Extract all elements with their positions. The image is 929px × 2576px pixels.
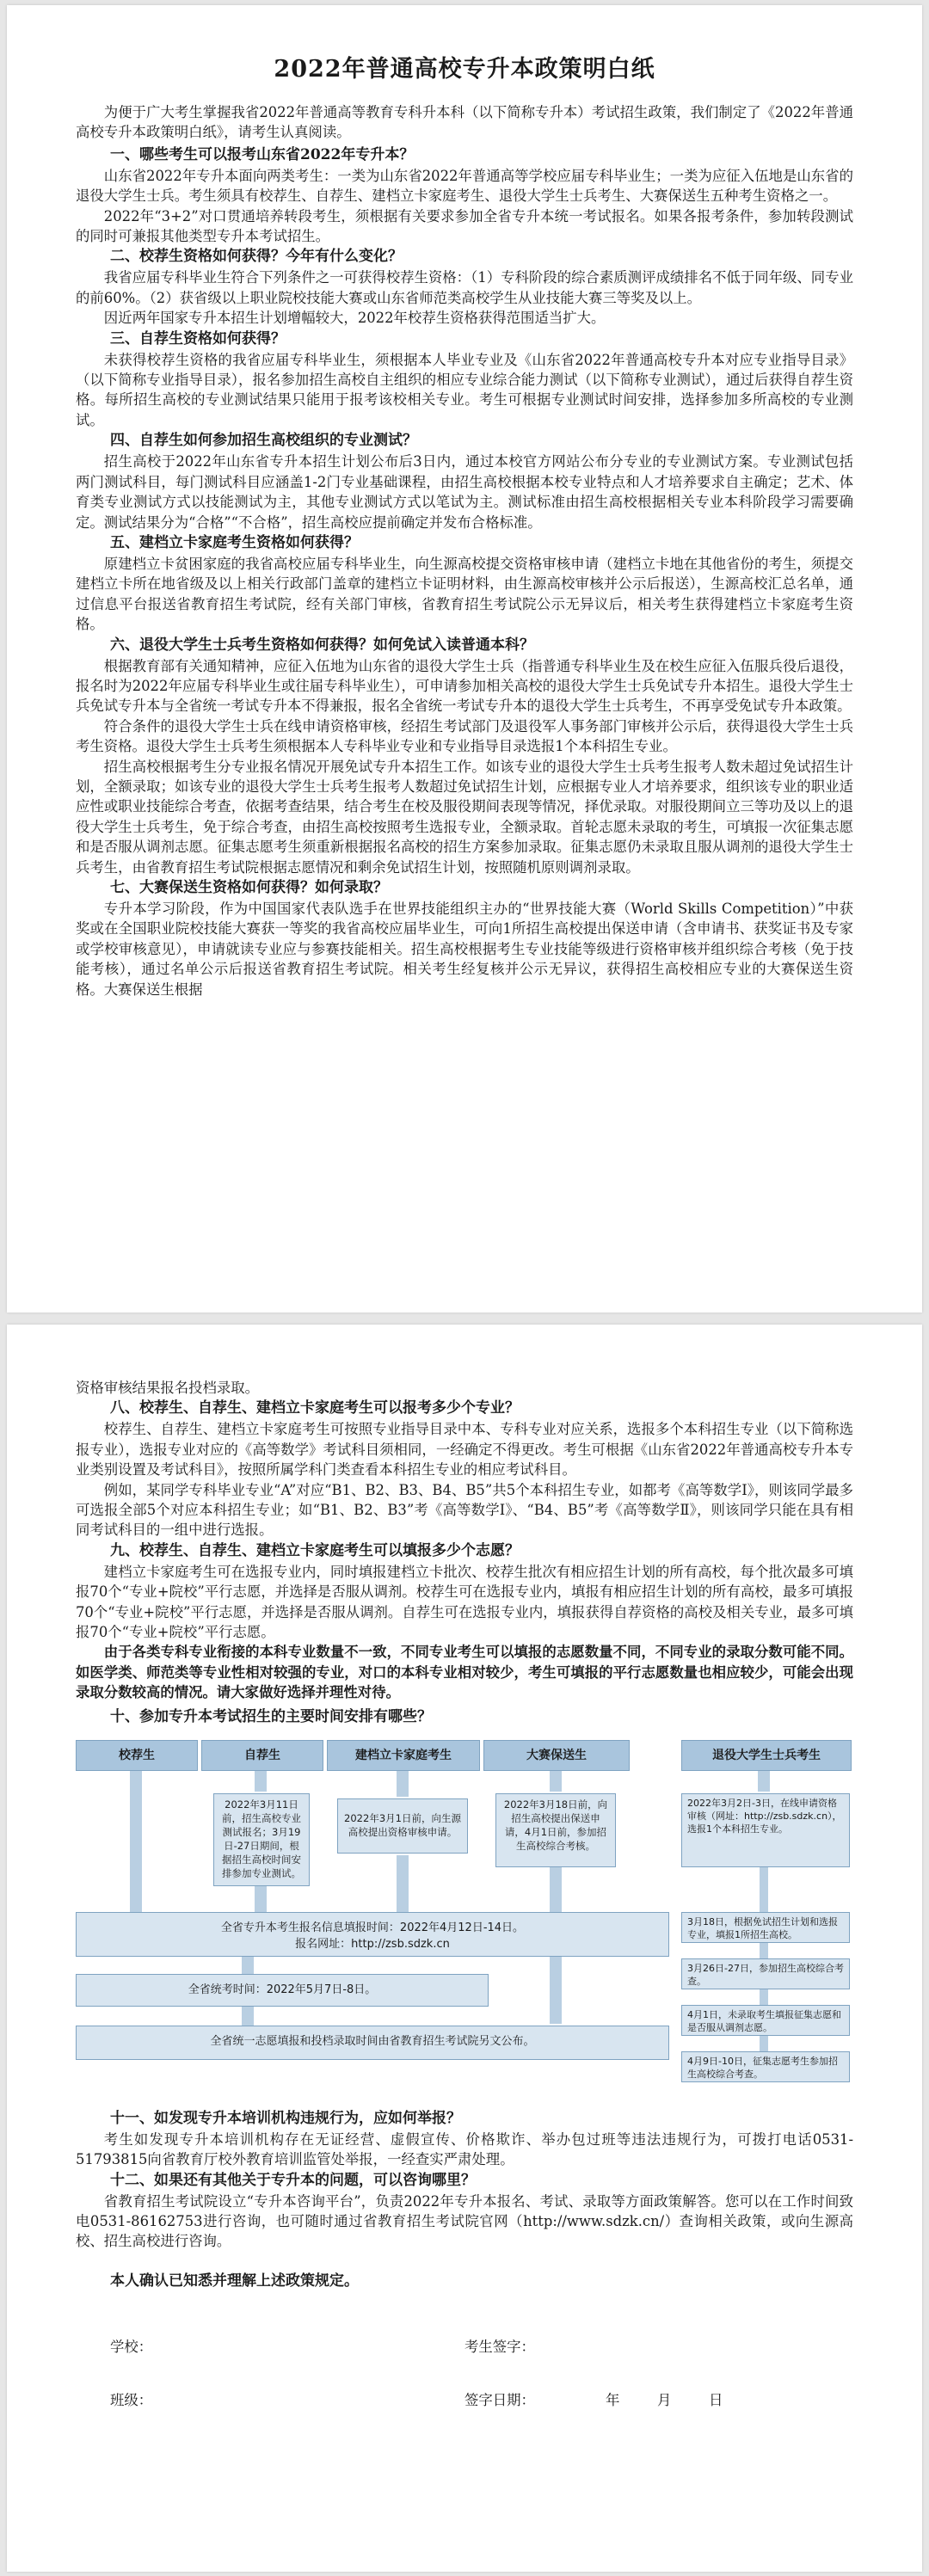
section-10-heading: 十、参加专升本考试招生的主要时间安排有哪些？ <box>110 1707 432 1725</box>
box-jiandang-schedule: 2022年3月1日前，向生源高校提出资格审核申请。 <box>337 1798 468 1854</box>
sign-date-label: 签字日期： <box>464 2391 535 2408</box>
signature-block <box>76 2318 853 2447</box>
section-8-paragraph-1: 校荐生、自荐生、建档立卡家庭考生可按照专业指导目录中本、专科专业对应关系，选报多个本科招生专业（以下简称选报专业），选报专业对应的《高等数学》考试科目须相同，一经确定不得更改。考生可根据《山东省2022年普通高校专升本专业类别设置及考试科目》，按照所属学科门类查看本科招生专业的相应考试科目。 <box>76 1421 853 1479</box>
section-6-paragraph-1: 根据教育部有关通知精神，应征入伍地为山东省的退役大学生士兵（指普通专科毕业生及在校生应征入伍服兵役后退役，报名时为2022年应届专科毕业生或往届专科毕业生），可申请参加相关高校的退役大学生士兵免试专升本招生。退役大学生士兵免试专升本与全省统一考试专升本不得兼报，报名全省统一考试专升本的退役大学生士兵考生，不再享受免试专升本政策。 <box>76 657 853 715</box>
section-3-heading: 三、自荐生资格如何获得？ <box>110 329 286 347</box>
section-11-paragraph-1: 考生如发现专升本培训机构存在无证经营、虚假宣传、价格欺诈、举办包过班等违法违规行为，可拨打电话0531-51793815向省教育厅校外教育培训监管处举报，一经查实严肃处理。 <box>76 2130 853 2168</box>
school-label: 学校： <box>110 2338 153 2355</box>
column-head-dasai: 大赛保送生 <box>483 1740 630 1771</box>
section-7-paragraph-continued: 资格审核结果报名投档录取。 <box>76 1380 260 1396</box>
date-month: 月 <box>657 2391 672 2408</box>
box-zijian-schedule: 2022年3月11日前，招生高校专业测试报名；3月19日-27日期间，根据招生高校时间安排参加专业测试。 <box>213 1793 310 1886</box>
section-8-heading: 八、校荐生、自荐生、建档立卡家庭考生可以报考多少个专业？ <box>110 1399 520 1417</box>
section-5-paragraph-1: 原建档立卡贫困家庭的我省高校应届专科毕业生，向生源高校提交资格审核申请（建档立卡地在其他省份的考生，须提交建档立卡所在地省级及以上相关行政部门盖章的建档立卡证明材料，由生源高校审核并公示后报送），生源高校汇总名单，通过信息平台报送省教育招生考试院，经有关部门审核，省教育招生考试院公示无异议后，相关考生获得建档立卡家庭考生资格。 <box>76 555 853 633</box>
box-dasai-schedule: 2022年3月18日前，向招生高校提出保送申请，4月1日前，参加招生高校综合考核。 <box>495 1793 616 1867</box>
document-page-2 <box>7 1325 922 2572</box>
column-head-zijian: 自荐生 <box>201 1740 323 1771</box>
section-1-heading: 一、哪些考生可以报考山东省2022年专升本？ <box>110 145 415 163</box>
page-1-content <box>76 50 853 999</box>
box-registration <box>76 1912 669 1957</box>
section-6-paragraph-3: 招生高校根据考生分专业报名情况开展免试专升本招生工作。如该专业的退役大学生士兵考生报考人数未超过免试招生计划，全额录取；如该专业的退役大学生士兵考生报考人数超过免试招生计划，应根据专业人才培养要求，组织该专业的职业适应性或职业技能综合考查，依据考查结果，结合考生在校及服役期间表现等情况，择优录取。对服役期间立三等功及以上的退役大学生士兵考生，免于综合考查，由招生高校按照考生选报专业，全额录取。首轮志愿未录取的考生，可填报一次征集志愿和是否服从调剂志愿。征集志愿考生须重新根据报名高校的招生方案参加录取。征集志愿仍未录取且服从调剂的退役大学生士兵考生，由省教育招生考试院根据志愿情况和剩余免试招生计划，按照随机原则调剂录取。 <box>76 758 853 876</box>
section-7-paragraph-1: 专升本学习阶段，作为中国国家代表队选手在世界技能组织主办的“世界技能大赛（World Skills Competition）”中获奖或在全国职业院校技能大赛获一等奖的我省高校应届毕业生，可向1所招生高校提出保送申请（含申请书、获奖证书及专家或学校审核意见），申请就读专业应与参赛技能相关。招生高校根据考生专业技能等级进行资格审核并组织综合考核（免于技能考核），通过名单公示后报送省教育招生考试院。相关考生经复核并公示无异议，获得招生高校相应专业的大赛保送生资格。大赛保送生根据 <box>76 901 853 998</box>
column-head-tuiyi: 退役大学生士兵考生 <box>681 1740 852 1771</box>
section-2-paragraph-1: 我省应届专科毕业生符合下列条件之一可获得校荐生资格：（1）专科阶段的综合素质测评成绩排名不低于同年级、同专业的前60%。（2）获省级以上职业院校技能大赛或山东省师范类高校学生从业技能大赛三等奖及以上。 <box>76 269 853 306</box>
section-5-heading: 五、建档立卡家庭考生资格如何获得？ <box>110 533 359 551</box>
registration-url: 报名网址：http://zsb.sdzk.cn <box>295 1937 450 1951</box>
section-1-paragraph-1: 山东省2022年专升本面向两类考生：一类为山东省2022年普通高等学校应届专科毕业生；一类为应征入伍地是山东省的退役大学生士兵。考生须具有校荐生、自荐生、建档立卡家庭考生、退役大学生士兵考生、大赛保送生五种考生资格之一。 <box>76 167 853 205</box>
date-day: 日 <box>709 2391 723 2408</box>
box-tuiyi-step-4: 4月1日，未录取考生填报征集志愿和是否服从调剂志愿。 <box>681 2005 850 2036</box>
section-6-heading: 六、退役大学生士兵考生资格如何获得？如何免试入读普通本科？ <box>110 636 534 654</box>
column-head-xiaojian: 校荐生 <box>76 1740 198 1771</box>
box-exam-time: 全省统考时间：2022年5月7日-8日。 <box>76 1974 489 2007</box>
section-7-heading: 七、大赛保送生资格如何获得？如何录取？ <box>110 879 388 896</box>
column-head-jiandang: 建档立卡家庭考生 <box>327 1740 480 1771</box>
section-1-paragraph-2: 2022年“3+2”对口贯通培养转段考生，须根据有关要求参加全省专升本统一考试报名。如果各报考条件，参加转段测试的同时可兼报其他类型专升本考试招生。 <box>76 207 853 245</box>
section-9-heading: 九、校荐生、自荐生、建档立卡家庭考生可以填报多少个志愿？ <box>110 1541 520 1559</box>
confirmation-statement: 本人确认已知悉并理解上述政策规定。 <box>110 2272 359 2290</box>
registration-time: 全省专升本考生报名信息填报时间：2022年4月12日-14日。 <box>220 1921 525 1934</box>
section-2-heading: 二、校荐生资格如何获得？今年有什么变化？ <box>110 248 403 266</box>
section-4-heading: 四、自荐生如何参加招生高校组织的专业测试？ <box>110 432 417 450</box>
section-11-heading: 十一、如发现专升本培训机构违规行为，应如何举报？ <box>110 2109 461 2127</box>
box-tuiyi-step-2: 3月18日，根据免试招生计划和选报专业，填报1所招生高校。 <box>681 1912 850 1943</box>
box-tuiyi-step-5: 4月9日-10日，征集志愿考生参加招生高校综合考查。 <box>681 2051 850 2082</box>
section-12-heading: 十二、如果还有其他关于专升本的问题，可以咨询哪里？ <box>110 2171 476 2189</box>
timeline-flowchart <box>76 1740 853 2101</box>
section-9-paragraph-2: 由于各类专科专业衔接的本科专业数量不一致，不同专业考生可以填报的志愿数量不同，不同专业的录取分数可能不同。如医学类、师范类等专业性相对较强的专业，对口的本科专业相对较少，考生可填报的平行志愿数量也相应较少，可能会出现录取分数较高的情况。请大家做好选择并理性对待。 <box>76 1644 853 1701</box>
date-year: 年 <box>606 2391 620 2408</box>
section-4-paragraph-1: 招生高校于2022年山东省专升本招生计划公布后3日内，通过本校官方网站公布分专业的专业测试方案。专业测试包括两门测试科目，每门测试科目应涵盖1-2门专业基础课程，由招生高校根据本校专业特点和人才培养要求自主确定；艺术、体育类专业测试方式以技能测试为主，其他专业测试方式以笔试为主。测试标准由招生高校根据相关专业本科阶段学习需要确定。测试结果分为“合格”“不合格”，招生高校应提前确定并发布合格标准。 <box>76 453 853 531</box>
section-2-paragraph-2: 因近两年国家专升本招生计划增幅较大，2022年校荐生资格获得范围适当扩大。 <box>103 310 606 327</box>
section-6-paragraph-2: 符合条件的退役大学生士兵在线申请资格审核，经招生考试部门及退役军人事务部门审核并公示后，获得退役大学生士兵考生资格。退役大学生士兵考生须根据本人专科毕业专业和专业指导目录选报1个本科招生专业。 <box>76 717 853 755</box>
box-tuiyi-step-1: 2022年3月2日-3日，在线申请资格审核（网址：http://zsb.sdzk.cn），选报1个本科招生专业。 <box>681 1793 850 1867</box>
box-tuiyi-step-3: 3月26日-27日，参加招生高校综合考查。 <box>681 1958 850 1989</box>
class-label: 班级： <box>110 2391 153 2408</box>
intro-paragraph: 为便于广大考生掌握我省2022年普通高等教育专科升本科（以下简称专升本）考试招生政策，我们制定了《2022年普通高校专升本政策明白纸》，请考生认真阅读。 <box>76 104 853 141</box>
section-9-paragraph-1: 建档立卡家庭考生可在选报专业内，同时填报建档立卡批次、校荐生批次有相应招生计划的所有高校，每个批次最多可填报70个“专业+院校”平行志愿，并选择是否服从调剂。校荐生可在选报专业内，填报有相应招生计划的所有高校，最多可填报70个“专业+院校”平行志愿，并选择是否服从调剂。自荐生可在选报专业内，填报获得自荐资格的高校及相关专业，最多可填报70个“专业+院校”平行志愿。 <box>76 1563 853 1641</box>
document-page-1 <box>7 5 922 1313</box>
page-2-content <box>76 1378 853 2447</box>
document-title: 2022年普通高校专升本政策明白纸 <box>274 56 655 83</box>
section-12-paragraph-1: 省教育招生考试院设立“专升本咨询平台”，负责2022年专升本报名、考试、录取等方面政策解答。您可以在工作时间致电0531-86162753进行咨询，也可随时通过省教育招生考试院官网（http://www.sdzk.cn/）查询相关政策，或向生源高校、招生高校进行咨询。 <box>76 2192 853 2250</box>
section-3-paragraph-1: 未获得校荐生资格的我省应届专科毕业生，须根据本人毕业专业及《山东省2022年普通高校专升本对应专业指导目录》（以下简称专业指导目录），报名参加招生高校自主组织的相应专业综合能力测试（以下简称专业测试），通过后获得自荐生资格。每所招生高校的专业测试结果只能用于报考该校相关专业。考生可根据专业测试时间安排，选择参加多所高校的专业测试。 <box>76 351 853 428</box>
student-signature-label: 考生签字： <box>464 2338 535 2355</box>
box-admission: 全省统一志愿填报和投档录取时间由省教育招生考试院另文公布。 <box>76 2026 669 2060</box>
section-8-paragraph-2: 例如，某同学专科毕业专业“A”对应“B1、B2、B3、B4、B5”共5个本科招生专业，如都考《高等数学Ⅰ》，则该同学最多可选报全部5个对应本科招生专业；如“B1、B2、B3”考《高等数学Ⅰ》、“B4、B5”考《高等数学Ⅱ》，则该同学只能在具有相同考试科目的一组中进行选报。 <box>76 1481 853 1539</box>
